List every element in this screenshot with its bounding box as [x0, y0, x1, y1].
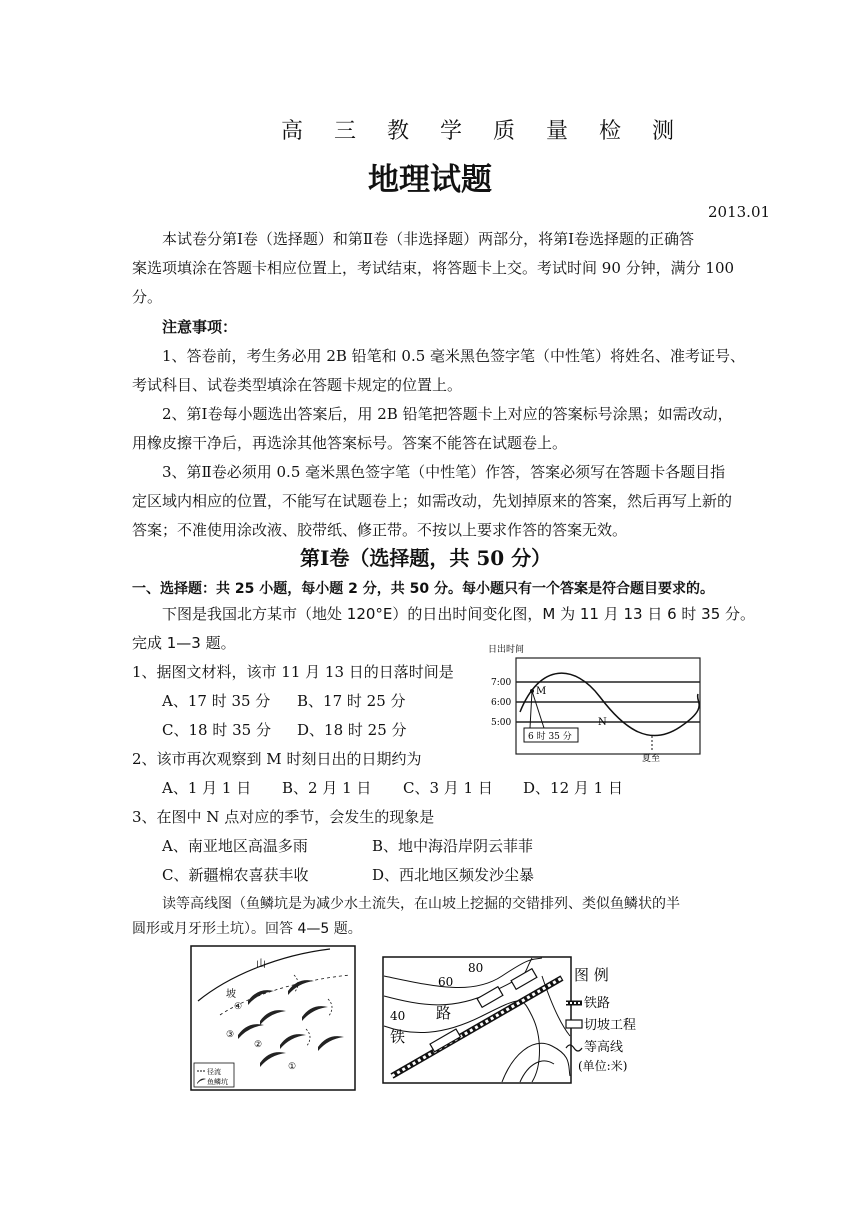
- section-description: 一、选择题：共 25 小题，每小题 2 分，共 50 分。每小题只有一个答案是符合题目要求的。: [132, 581, 714, 597]
- chart-ylabel: 日出时间: [488, 645, 525, 655]
- notice-line-6: 定区域内相应的位置，不能写在试题卷上；如需改动，先划掉原来的答案，然后再写上新的: [132, 492, 733, 510]
- notice-line-7: 答案；不准使用涂改液、胶带纸、修正带。不按以上要求作答的答案无效。: [132, 521, 628, 539]
- q3-option-c: C、新疆棉农喜获丰收: [162, 866, 309, 884]
- intro-line-2: 案选项填涂在答题卡相应位置上，考试结束，将答题卡上交。考试时间 90 分钟，满分 100: [132, 259, 735, 277]
- section-title: 第Ⅰ卷（选择题，共 50 分）: [300, 546, 552, 570]
- annotation-text: 6 时 35 分: [528, 732, 572, 742]
- q3-stem: 3、在图中 N 点对应的季节，会发生的现象是: [132, 808, 435, 826]
- group2-lead-1: 读等高线图（鱼鳞坑是为减少水土流失，在山坡上挖掘的交错排列、类似鱼鳞状的半: [162, 896, 680, 912]
- label-po: 坡: [226, 989, 236, 1000]
- intro-line-3: 分。: [132, 288, 163, 306]
- point-n-label: N: [598, 717, 607, 728]
- exam-subject-title: 地理试题: [368, 162, 492, 198]
- label-shan: 山: [256, 959, 266, 970]
- notice-line-2: 考试科目、试卷类型填涂在答题卡规定的位置上。: [132, 376, 463, 394]
- legend-unit: (单位:米): [578, 1059, 628, 1073]
- marker-2: ②: [254, 1040, 263, 1050]
- marker-3: ③: [226, 1030, 235, 1040]
- legend-title: 图 例: [574, 966, 609, 984]
- legend-pit: 鱼鳞坑: [207, 1078, 228, 1086]
- point-m-label: M: [536, 686, 547, 697]
- notice-line-3: 2、第Ⅰ卷每小题选出答案后，用 2B 铅笔把答题卡上对应的答案标号涂黑；如需改动，: [162, 405, 733, 423]
- legend-railway: 铁路: [584, 996, 611, 1011]
- group1-lead-1: 下图是我国北方某市（地处 120°E）的日出时间变化图，M 为 11 月 13 日 6 时 35 分。: [162, 605, 756, 623]
- q2-option-b: B、2 月 1 日: [282, 779, 372, 797]
- q3-option-d: D、西北地区频发沙尘暴: [372, 866, 535, 884]
- legend-runoff: 径流: [207, 1068, 221, 1076]
- q1-option-c: C、18 时 35 分: [162, 721, 271, 739]
- legend-contour-swatch: [566, 1045, 582, 1051]
- contour-label-60: 60: [438, 975, 454, 989]
- legend-cut-swatch: [566, 1020, 582, 1028]
- group1-lead-2: 完成 1—3 题。: [132, 634, 236, 652]
- tick-5: 5:00: [491, 718, 512, 728]
- group2-lead-2: 圆形或月牙形土坑）。回答 4—5 题。: [132, 921, 362, 937]
- notice-line-4: 用橡皮擦干净后，再选涂其他答案标号。答案不能答在试题卷上。: [132, 434, 568, 452]
- tick-7: 7:00: [491, 678, 512, 688]
- marker-1: ①: [288, 1062, 297, 1072]
- contour-legend: [560, 964, 660, 1076]
- legend-cut: 切坡工程: [584, 1018, 637, 1033]
- q3-option-a: A、南亚地区高温多雨: [162, 837, 308, 855]
- notice-line-1: 1、答卷前，考生务必用 2B 铅笔和 0.5 毫米黑色签字笔（中性笔）将姓名、准考证号、: [162, 347, 746, 365]
- q2-option-a: A、1 月 1 日: [162, 779, 252, 797]
- contour-label-80: 80: [468, 961, 484, 975]
- q1-option-d: D、18 时 25 分: [297, 721, 407, 739]
- label-tie: 铁: [390, 1028, 406, 1046]
- q2-stem: 2、该市再次观察到 M 时刻日出的日期约为: [132, 750, 422, 768]
- label-lu: 路: [436, 1004, 452, 1022]
- contour-map: [382, 956, 572, 1084]
- exam-date: 2013.01: [708, 203, 771, 221]
- legend-contour: 等高线: [584, 1040, 624, 1055]
- notice-line-5: 3、第Ⅱ卷必须用 0.5 毫米黑色签字笔（中性笔）作答，答案必须写在答题卡各题目指: [162, 463, 726, 481]
- tick-6: 6:00: [491, 698, 512, 708]
- solstice-label: 夏至: [642, 754, 661, 764]
- q3-option-b: B、地中海沿岸阴云菲菲: [372, 837, 534, 855]
- contour-label-40: 40: [390, 1009, 406, 1023]
- q2-option-d: D、12 月 1 日: [523, 779, 623, 797]
- q1-stem: 1、据图文材料，该市 11 月 13 日的日落时间是: [132, 663, 454, 681]
- fish-scale-pit-figure: [190, 945, 356, 1091]
- marker-4: ④: [234, 1002, 243, 1012]
- notice-title: 注意事项：: [162, 318, 238, 336]
- sunrise-time-chart: [480, 642, 710, 764]
- exam-header-title: 高 三 教 学 质 量 检 测: [281, 119, 686, 144]
- q1-option-b: B、17 时 25 分: [297, 692, 406, 710]
- intro-line-1: 本试卷分第Ⅰ卷（选择题）和第Ⅱ卷（非选择题）两部分，将第Ⅰ卷选择题的正确答: [162, 230, 695, 248]
- q1-option-a: A、17 时 35 分: [162, 692, 271, 710]
- q2-option-c: C、3 月 1 日: [403, 779, 493, 797]
